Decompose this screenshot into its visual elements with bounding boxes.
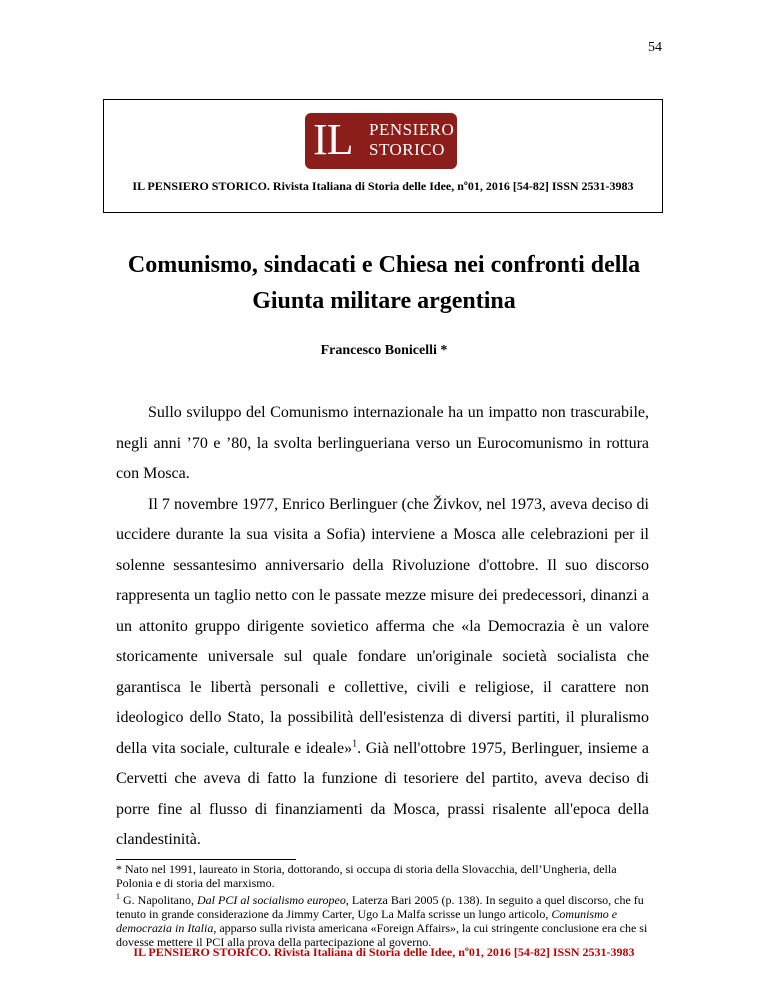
footnote-text: , apparso sulla rivista americana «Foreign Affairs», la cui stringente conclusione era che si dovesse mettere il PCI alla prova della partecipazione al governo. (116, 921, 648, 949)
logo-storico-text: STORICO (369, 140, 445, 159)
paragraph-text: . Già nell'ottobre 1975, Berlinguer, insieme a Cervetti che aveva di fatto la funzione di tesoriere del partito, aveva deciso di porre fine al flusso di finanziamenti da Mosca, prassi risalente all'epoca della clandestinità. (116, 739, 649, 848)
article-title: Comunismo, sindacati e Chiesa nei confronti della Giunta militare argentina (127, 252, 641, 314)
logo-il-text: IL (313, 115, 353, 164)
body-paragraph (116, 490, 649, 856)
footnote-ref[interactable]: 1 (352, 738, 358, 750)
footnote-book-title: Dal PCI al socialismo europeo (197, 893, 346, 907)
article-author: Francesco Bonicelli * (320, 343, 448, 358)
journal-logo (305, 113, 457, 169)
author-footnote: * Nato nel 1991, laureato in Storia, dottorando, si occupa di storia della Slovacchia, dell’Ungheria, della Polonia e di storia del marxismo. (116, 862, 617, 890)
page-footer: IL PENSIERO STORICO. Rivista Italiana di Storia delle Idee, nº01, 2016 [54-82] ISSN 2531-3983 (133, 945, 635, 959)
footnote-article-title: Comunismo e democrazia in Italia (116, 907, 618, 935)
footnote-text: , Laterza Bari 2005 (p. 138). In seguito a quel discorso, che fu tenuto in grande considerazione da Jimmy Carter, Ugo La Malfa scrisse un lungo articolo, (116, 893, 644, 921)
footnote-marker: 1 (116, 892, 120, 901)
paragraph-text: Il 7 novembre 1977, Enrico Berlinguer (che Živkov, nel 1973, aveva deciso di uccidere durante la sua visita a Sofia) interviene a Mosca alle celebrazioni per il solenne sessantesimo anniversario della Rivoluzione d'ottobre. Il suo discorso rappresenta un taglio netto con le passate mezze misure dei predecessori, dinanzi a un attonito gruppo dirigente sovietico afferma che «la Democrazia è un valore storicamente universale sul quale fondare un'originale società socialista che garantisca le libertà personali e collettive, civili e religiose, il carattere non ideologico dello Stato, la possibilità dell'esistenza di diversi partiti, il pluralismo della vita sociale, culturale e ideale» (116, 495, 649, 757)
journal-citation: IL PENSIERO STORICO. Rivista Italiana di Storia delle Idee, nº01, 2016 [54-82] ISSN 2531-3983 (132, 179, 634, 193)
article-body (116, 398, 649, 856)
page-number: 54 (648, 40, 662, 55)
footnote-divider (116, 859, 296, 860)
footnotes (116, 862, 649, 949)
journal-header-box (103, 99, 663, 213)
footnote-1 (116, 890, 649, 949)
body-paragraph: Sullo sviluppo del Comunismo internazionale ha un impatto non trascurabile, negli anni ’70 e ’80, la svolta berlingueriana verso un Eurocomunismo in rottura con Mosca. (116, 404, 649, 482)
logo-pensiero-text: PENSIERO (369, 120, 455, 139)
footnote-text: G. Napolitano, (120, 893, 197, 907)
